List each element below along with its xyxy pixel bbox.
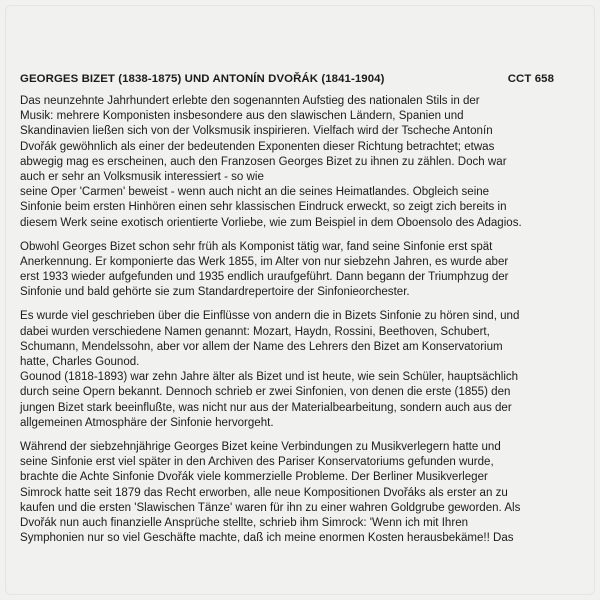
text-line: Obwohl Georges Bizet schon sehr früh als Komponist tätig war, fand seine Sinfonie erst spät — [20, 240, 493, 253]
catalog-number: CCT 658 — [507, 73, 554, 85]
text-line: Skandinavien ließen sich von der Volksmusik inspirieren. Vielfach wird der Tscheche Antonín — [20, 125, 493, 138]
body-text — [20, 94, 556, 546]
text-line: Es wurde viel geschrieben über die Einflüsse von andern die in Bizets Sinfonie zu hören sind, und — [20, 310, 520, 323]
text-line: durch seine Opern bekannt. Dennoch schrieb er zwei Sinfonien, von denen die erste (1855) den — [20, 386, 511, 399]
text-line: Anerkennung. Er komponierte das Werk 1855, im Alter von nur siebzehn Jahren, es wurde aber — [20, 255, 509, 268]
text-line: hatte, Charles Gounod. — [20, 356, 140, 368]
text-line: Schumann, Mendelssohn, aber vor allem der Name des Lehrers den Bizet am Konservatorium — [20, 340, 503, 353]
text-line: Dvořák nun auch finanzielle Ansprüche stellte, schrieb ihm Simrock: 'Wenn ich mit Ihren — [20, 516, 469, 529]
text-line: seine Oper 'Carmen' beweist - wenn auch nicht an die seines Heimatlandes. Obgleich seine — [20, 186, 490, 199]
text-line: brachte die Achte Sinfonie Dvořák viele kommerzielle Probleme. Der Berliner Musikverleger — [20, 471, 488, 484]
page-title: GEORGES BIZET (1838-1875) UND ANTONÍN DVOŘÁK (1841-1904) — [20, 73, 385, 85]
text-line: Sinfonie und bald gehörte sie zum Standardrepertoire der Sinfonieorchester. — [20, 286, 410, 299]
text-line: seine Sinfonie erst viel später in den Archiven des Pariser Konservatoriums gefunden wurde, — [20, 456, 494, 469]
text-line: Symphonien nur so viel Geschäfte machte, daß ich meine enormen Kosten herausbekäme!! Das — [20, 532, 514, 545]
text-line: Sinfonie beim ersten Hinhören einen sehr klassischen Eindruck erweckt, so zeigt zich bereits in — [20, 201, 507, 214]
text-line: Während der siebzehnjährige Georges Bizet keine Verbindungen zu Musikverlegern hatte und — [20, 440, 501, 453]
text-line: dabei wurden verschiedene Namen genannt: Mozart, Haydn, Rossini, Beethoven, Schubert, — [20, 325, 490, 338]
paragraph — [20, 240, 556, 301]
text-line: abwegig mag es erscheinen, auch den Franzosen Georges Bizet zu ihnen zu zählen. Doch war — [20, 155, 507, 168]
text-line: kaufen und die ersten 'Slawischen Tänze' waren für ihn zu einer wahren Goldgrube geworden. Als — [20, 501, 521, 514]
paragraph — [20, 440, 556, 546]
text-line: auch er sehr an Volksmusik interessiert - so wie — [20, 170, 264, 183]
text-line: Dvořák gewöhnlich als einer der bedeutenden Exponenten dieser Richtung betrachtet; etwas — [20, 140, 495, 153]
text-line: allgemeinen Atmosphäre der Sinfonie hervorgeht. — [20, 416, 274, 429]
text-line: Simrock hatte seit 1879 das Recht erworben, alle neue Kompositionen Dvořáks als erster an zu — [20, 486, 508, 499]
text-line: erst 1933 wieder aufgefunden und 1935 endlich uraufgeführt. Dann begann der Triumphzug der — [20, 271, 509, 284]
paragraph — [20, 309, 556, 431]
text-line: Musik: mehrere Komponisten insbesondere aus den slawischen Ländern, Spanien und — [20, 110, 464, 123]
text-line: jungen Bizet stark beeinflußte, was nicht nur aus der Materialbearbeitung, sondern auch aus der — [20, 401, 512, 414]
text-line: Das neunzehnte Jahrhundert erlebte den sogenannten Aufstieg des nationalen Stils in der — [20, 95, 480, 107]
paragraph — [20, 94, 556, 231]
text-line: Gounod (1818-1893) war zehn Jahre älter als Bizet und ist heute, wie sein Schüler, hauptsächlich — [20, 371, 519, 384]
header — [20, 73, 554, 85]
text-line: diesem Werk seine exotisch orientierte Vorliebe, wie zum Beispiel in dem Oboensolo des Adagios. — [20, 216, 522, 229]
